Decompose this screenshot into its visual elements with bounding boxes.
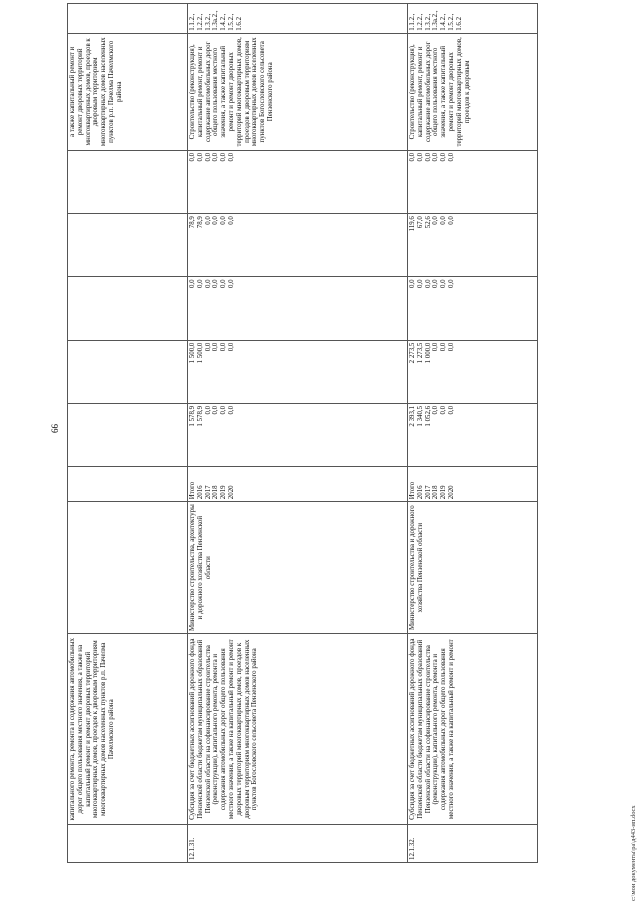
- file-path-footer: c:\мои документы\ра\д443-ип.docx: [630, 805, 637, 901]
- row-number: 12.1.32.: [408, 825, 538, 863]
- measure-name-cell: Субсидия за счет бюджетных ассигнований дорожного фонда Пензенской области бюджетам муниципальных образований Пензенской области на софинансирование строительства (реконструкции), капитального ремонта, ремонта и содержания автомобильных дорог общего пользования местного значения, а также на капитальный ремонт и ремонт: [408, 634, 538, 825]
- goal-cell: а также капитальный ремонт и ремонт дворовых территорий многоквартирных домов, проездов к дворовым территориям многоквартирных домов населенных пунктов р.п. Пачелма Пачелмского района: [68, 33, 188, 150]
- other-sources-cell: 0,0 0,0 0,0 0,0 0,0 0,0: [188, 150, 408, 213]
- goal-cell: Строительство (реконструкция), капитальный ремонт, ремонт и содержание автомобильных дорог общего пользования местного значения, а также капитальный ремонт и ремонт дворовых территорий многоквартирных домов, проездов к дворовым: [408, 33, 538, 150]
- measure-name-cell: капитального ремонта, ремонта и содержания автомобильных дорог общего пользования местного значения, а также на капитальный ремонт и ремонт дворовых территорий многоквартирных домов, проездов к дворовым территориям многоквартирных домов населенных пунктов р.п. Пачелма Пачелмского района: [68, 634, 188, 825]
- regional-budget-cell: 2 273,5 1 273,5 1 000,0 0,0 0,0 0,0: [408, 340, 538, 403]
- total-funding-cell: 2 393,1 1 340,5 1 052,6 0,0 0,0 0,0: [408, 403, 538, 466]
- years-cell: Итого 2016 2017 2018 2019 2020: [188, 467, 408, 502]
- total-funding-cell: 1 578,9 1 578,9 0,0 0,0 0,0 0,0: [188, 403, 408, 466]
- program-measures-table: [67, 3, 538, 863]
- measure-name-cell: Субсидия за счет бюджетных ассигнований дорожного фонда Пензенской области бюджетам муниципальных образований Пензенской области на софинансирование строительства (реконструкции), капитального ремонта, ремонта и содержания автомобильных дорог общего пользования местного значения, а также на капитальный ремонт и ремонт дворовых территорий многоквартирных домов, проездов к дворовым территориям многоквартирных домов населенных пунктов Богословского сельсовета Пензенского района: [188, 634, 408, 825]
- federal-budget-cell: 0,0 0,0 0,0 0,0 0,0 0,0: [188, 277, 408, 340]
- row-number: 12.1.31.: [188, 825, 408, 863]
- table-row-continuation: [68, 4, 188, 863]
- local-budget-cell: 119,6 67,0 52,6 0,0 0,0 0,0: [408, 214, 538, 277]
- indicators-cell: 1.1.2., 1.2.2., 1.3.2., 1.3а.2., 1.4.2., 1.5.2., 1.6.2: [408, 4, 538, 34]
- table-row: [408, 4, 538, 863]
- years-cell: Итого 2016 2017 2018 2019 2020: [408, 467, 538, 502]
- executor-cell: Министерство строительства, архитектуры и дорожного хозяйства Пензенской области: [188, 502, 408, 634]
- other-sources-cell: 0,0 0,0 0,0 0,0 0,0 0,0: [408, 150, 538, 213]
- table-row: [188, 4, 408, 863]
- local-budget-cell: 78,9 78,9 0,0 0,0 0,0 0,0: [188, 214, 408, 277]
- regional-budget-cell: 1 500,0 1 500,0 0,0 0,0 0,0 0,0: [188, 340, 408, 403]
- page-number: 66: [50, 424, 60, 433]
- goal-cell: Строительство (реконструкция), капитальный ремонт, ремонт и содержание автомобильных дорог общего пользования местного значения, а также капитальный ремонт и ремонт дворовых территорий многоквартирных домов, проездов к дворовым территориям многоквартирных домов населенных пунктов Богословского сельсовета Пензенского района: [188, 33, 408, 150]
- federal-budget-cell: 0,0 0,0 0,0 0,0 0,0 0,0: [408, 277, 538, 340]
- indicators-cell: 1.1.2., 1.2.2., 1.3.2., 1.3а.2., 1.4.2., 1.5.2., 1.6.2: [188, 4, 408, 34]
- executor-cell: Министерство строительства и дорожного хозяйства Пензенской области: [408, 502, 538, 634]
